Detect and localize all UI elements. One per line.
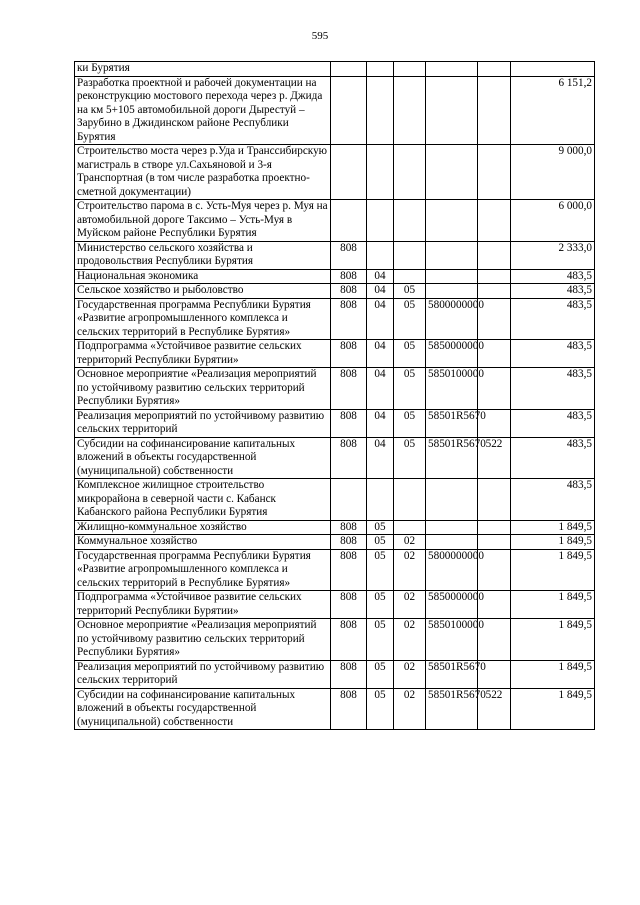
ministry-code-cell xyxy=(331,479,367,521)
amount-cell: 9 000,0 xyxy=(511,145,595,200)
expense-type-cell xyxy=(478,479,511,521)
amount-cell xyxy=(511,62,595,77)
section-code-cell: 04 xyxy=(367,437,394,479)
target-article-cell xyxy=(426,76,478,145)
ministry-code-cell: 808 xyxy=(331,437,367,479)
amount-cell: 483,5 xyxy=(511,437,595,479)
section-code-cell xyxy=(367,241,394,269)
expense-type-cell xyxy=(478,284,511,299)
target-article-cell: 5850000000 xyxy=(426,340,478,368)
section-code-cell: 05 xyxy=(367,688,394,730)
table-row xyxy=(75,520,595,535)
section-code-cell xyxy=(367,62,394,77)
section-code-cell: 04 xyxy=(367,284,394,299)
budget-table-body xyxy=(75,62,595,730)
table-row xyxy=(75,409,595,437)
ministry-code-cell: 808 xyxy=(331,409,367,437)
subsection-code-cell: 05 xyxy=(394,284,426,299)
ministry-code-cell xyxy=(331,200,367,242)
amount-cell: 483,5 xyxy=(511,368,595,410)
target-article-cell: 58501R5670 xyxy=(426,437,478,479)
ministry-code-cell: 808 xyxy=(331,284,367,299)
target-article-cell xyxy=(426,284,478,299)
amount-cell: 483,5 xyxy=(511,409,595,437)
page-number: 595 xyxy=(311,30,329,42)
row-name-cell: Министерство сельского хозяйства и продовольствия Республики Бурятия xyxy=(75,241,331,269)
amount-cell: 1 849,5 xyxy=(511,549,595,591)
subsection-code-cell xyxy=(394,269,426,284)
subsection-code-cell xyxy=(394,241,426,269)
subsection-code-cell xyxy=(394,479,426,521)
row-name-cell: Субсидии на софинансирование капитальных вложений в объекты государственной (муниципальной) собственности xyxy=(75,688,331,730)
subsection-code-cell: 05 xyxy=(394,409,426,437)
target-article-cell: 58501R5670 xyxy=(426,688,478,730)
row-name-cell: Государственная программа Республики Бурятия «Развитие агропромышленного комплекса и сельских территорий в Республике Бурятия» xyxy=(75,549,331,591)
row-name-cell: Подпрограмма «Устойчивое развитие сельских территорий Республики Бурятии» xyxy=(75,340,331,368)
ministry-code-cell: 808 xyxy=(331,520,367,535)
amount-cell: 1 849,5 xyxy=(511,619,595,661)
section-code-cell: 04 xyxy=(367,298,394,340)
expense-type-cell xyxy=(478,520,511,535)
target-article-cell xyxy=(426,535,478,550)
expense-type-cell xyxy=(478,241,511,269)
expense-type-cell xyxy=(478,200,511,242)
amount-cell: 483,5 xyxy=(511,269,595,284)
table-row xyxy=(75,549,595,591)
ministry-code-cell: 808 xyxy=(331,269,367,284)
table-row xyxy=(75,340,595,368)
amount-cell: 483,5 xyxy=(511,284,595,299)
expense-type-cell xyxy=(478,62,511,77)
target-article-cell: 58501R5670 xyxy=(426,660,478,688)
subsection-code-cell: 02 xyxy=(394,660,426,688)
row-name-cell: Реализация мероприятий по устойчивому развитию сельских территорий xyxy=(75,660,331,688)
table-row xyxy=(75,269,595,284)
section-code-cell: 05 xyxy=(367,619,394,661)
row-name-cell: Основное мероприятие «Реализация мероприятий по устойчивому развитию сельских территорий Республики Бурятия» xyxy=(75,368,331,410)
row-name-cell: Комплексное жилищное строительство микрорайона в северной части с. Кабанск Кабанского района Республики Бурятия xyxy=(75,479,331,521)
table-row xyxy=(75,479,595,521)
row-name-cell: Реализация мероприятий по устойчивому развитию сельских территорий xyxy=(75,409,331,437)
ministry-code-cell: 808 xyxy=(331,591,367,619)
ministry-code-cell: 808 xyxy=(331,619,367,661)
subsection-code-cell xyxy=(394,76,426,145)
target-article-cell xyxy=(426,62,478,77)
subsection-code-cell: 02 xyxy=(394,549,426,591)
expense-type-cell xyxy=(478,535,511,550)
row-name-cell: Национальная экономика xyxy=(75,269,331,284)
amount-cell: 1 849,5 xyxy=(511,520,595,535)
ministry-code-cell xyxy=(331,145,367,200)
expense-type-cell xyxy=(478,269,511,284)
ministry-code-cell: 808 xyxy=(331,660,367,688)
table-row xyxy=(75,619,595,661)
target-article-cell xyxy=(426,200,478,242)
expense-type-cell: 522 xyxy=(478,688,511,730)
subsection-code-cell: 05 xyxy=(394,368,426,410)
target-article-cell xyxy=(426,241,478,269)
subsection-code-cell: 02 xyxy=(394,619,426,661)
row-name-cell: Подпрограмма «Устойчивое развитие сельских территорий Республики Бурятии» xyxy=(75,591,331,619)
table-row xyxy=(75,368,595,410)
target-article-cell: 5850000000 xyxy=(426,591,478,619)
table-row xyxy=(75,145,595,200)
row-name-cell: Жилищно-коммунальное хозяйство xyxy=(75,520,331,535)
amount-cell: 483,5 xyxy=(511,298,595,340)
amount-cell: 483,5 xyxy=(511,479,595,521)
row-name-cell: Разработка проектной и рабочей документации на реконструкцию мостового перехода через р. Джида на км 5+105 автомобильной дороги Дырестуй – Зарубино в Джидинском районе Республики Бурятия xyxy=(75,76,331,145)
ministry-code-cell xyxy=(331,62,367,77)
section-code-cell xyxy=(367,145,394,200)
target-article-cell xyxy=(426,520,478,535)
row-name-cell: Основное мероприятие «Реализация мероприятий по устойчивому развитию сельских территорий Республики Бурятия» xyxy=(75,619,331,661)
ministry-code-cell: 808 xyxy=(331,688,367,730)
target-article-cell: 5850100000 xyxy=(426,619,478,661)
amount-cell: 1 849,5 xyxy=(511,535,595,550)
section-code-cell: 04 xyxy=(367,340,394,368)
section-code-cell: 05 xyxy=(367,660,394,688)
target-article-cell xyxy=(426,479,478,521)
target-article-cell xyxy=(426,269,478,284)
ministry-code-cell: 808 xyxy=(331,549,367,591)
section-code-cell: 05 xyxy=(367,535,394,550)
table-row xyxy=(75,660,595,688)
amount-cell: 6 000,0 xyxy=(511,200,595,242)
section-code-cell: 05 xyxy=(367,520,394,535)
section-code-cell xyxy=(367,479,394,521)
section-code-cell xyxy=(367,76,394,145)
table-row xyxy=(75,535,595,550)
amount-cell: 483,5 xyxy=(511,340,595,368)
subsection-code-cell: 05 xyxy=(394,298,426,340)
table-row xyxy=(75,688,595,730)
row-name-cell: Государственная программа Республики Бурятия «Развитие агропромышленного комплекса и сельских территорий в Республике Бурятия» xyxy=(75,298,331,340)
amount-cell: 1 849,5 xyxy=(511,660,595,688)
table-row xyxy=(75,591,595,619)
subsection-code-cell: 05 xyxy=(394,437,426,479)
row-name-cell: ки Бурятия xyxy=(75,62,331,77)
ministry-code-cell: 808 xyxy=(331,368,367,410)
target-article-cell xyxy=(426,145,478,200)
row-name-cell: Строительство парома в с. Усть-Муя через р. Муя на автомобильной дороге Таксимо – Усть-Муя в Муйском районе Республики Бурятия xyxy=(75,200,331,242)
section-code-cell: 05 xyxy=(367,591,394,619)
section-code-cell: 04 xyxy=(367,409,394,437)
target-article-cell: 5800000000 xyxy=(426,298,478,340)
row-name-cell: Сельское хозяйство и рыболовство xyxy=(75,284,331,299)
subsection-code-cell: 02 xyxy=(394,688,426,730)
expense-type-cell: 522 xyxy=(478,437,511,479)
expense-type-cell xyxy=(478,145,511,200)
target-article-cell: 58501R5670 xyxy=(426,409,478,437)
subsection-code-cell: 02 xyxy=(394,591,426,619)
subsection-code-cell xyxy=(394,62,426,77)
amount-cell: 6 151,2 xyxy=(511,76,595,145)
subsection-code-cell: 05 xyxy=(394,340,426,368)
table-row xyxy=(75,284,595,299)
ministry-code-cell xyxy=(331,76,367,145)
row-name-cell: Коммунальное хозяйство xyxy=(75,535,331,550)
table-row xyxy=(75,437,595,479)
table-row xyxy=(75,62,595,77)
row-name-cell: Строительство моста через р.Уда и Транссибирскую магистраль в створе ул.Сахьяновой и 3-я Транспортная (в том числе разработка проектно-сметной документации) xyxy=(75,145,331,200)
section-code-cell xyxy=(367,200,394,242)
ministry-code-cell: 808 xyxy=(331,298,367,340)
subsection-code-cell xyxy=(394,145,426,200)
subsection-code-cell xyxy=(394,520,426,535)
section-code-cell: 05 xyxy=(367,549,394,591)
ministry-code-cell: 808 xyxy=(331,241,367,269)
ministry-code-cell: 808 xyxy=(331,340,367,368)
subsection-code-cell xyxy=(394,200,426,242)
amount-cell: 1 849,5 xyxy=(511,688,595,730)
budget-table xyxy=(74,61,595,730)
subsection-code-cell: 02 xyxy=(394,535,426,550)
table-row xyxy=(75,298,595,340)
ministry-code-cell: 808 xyxy=(331,535,367,550)
table-row xyxy=(75,76,595,145)
table-row xyxy=(75,241,595,269)
section-code-cell: 04 xyxy=(367,368,394,410)
amount-cell: 2 333,0 xyxy=(511,241,595,269)
amount-cell: 1 849,5 xyxy=(511,591,595,619)
target-article-cell: 5800000000 xyxy=(426,549,478,591)
target-article-cell: 5850100000 xyxy=(426,368,478,410)
row-name-cell: Субсидии на софинансирование капитальных вложений в объекты государственной (муниципальной) собственности xyxy=(75,437,331,479)
expense-type-cell xyxy=(478,76,511,145)
table-row xyxy=(75,200,595,242)
section-code-cell: 04 xyxy=(367,269,394,284)
